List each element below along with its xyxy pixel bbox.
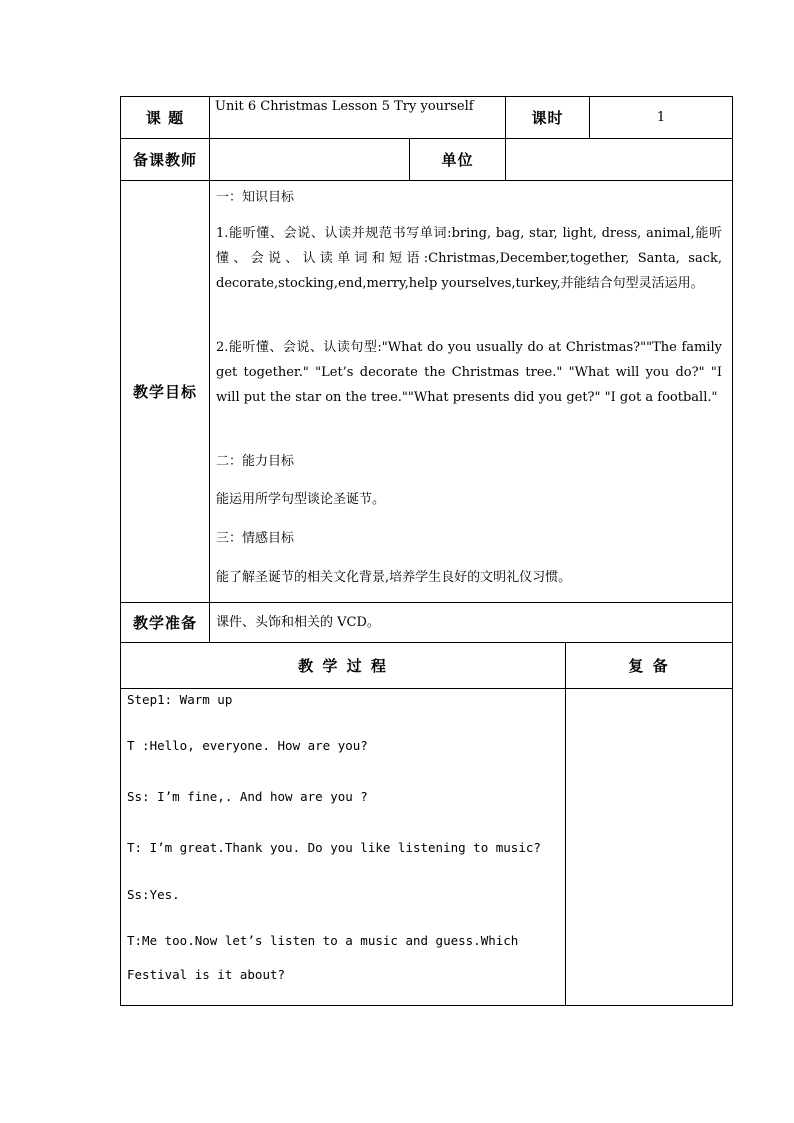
objectives-label-cell [120,180,210,603]
preparation-label: 教学准备 [132,614,197,632]
objectives-section2-title: 二：能力目标 [216,454,295,469]
unit-label: 单位 [441,151,474,169]
review-label: 复 备 [628,657,670,675]
objectives-label: 教学目标 [132,383,197,401]
process-line: Festival is it about? [127,967,286,982]
topic-label: 课 题 [145,109,185,127]
review-label-cell [565,642,733,689]
process-line: T:Me too.Now let’s listen to a music and guess.Which [127,933,519,948]
topic-value-cell [209,96,506,139]
topic-label-cell [120,96,210,139]
teacher-label-cell [120,138,210,181]
period-label: 课时 [531,109,564,127]
review-body-cell [565,688,733,1006]
preparation-value-cell [209,602,733,643]
period-label-cell [505,96,590,139]
process-line: Step1: Warm up [127,692,233,707]
objectives-section1-title: 一：知识目标 [216,190,295,205]
period-value-cell [589,96,733,139]
unit-value-cell [505,138,733,181]
teacher-value-cell [209,138,410,181]
preparation-label-cell [120,602,210,643]
objectives-section3-title: 三：情感目标 [216,531,295,546]
objectives-section1-p2: 2.能听懂、会说、认读句型:"What do you usually do at Christmas?""The family get together." "Let’s decorate the Christmas tree." "What will you do?" "I will put the star on the tree.""What presents did you get?" "I got a football." [216,340,722,405]
objectives-section2-p: 能运用所学句型谈论圣诞节。 [216,492,386,507]
process-line: Ss:Yes. [127,887,180,902]
process-line: T :Hello, everyone. How are you? [127,738,368,753]
process-label: 教 学 过 程 [298,657,388,675]
objectives-content-cell [209,180,733,603]
objectives-section3-p: 能了解圣诞节的相关文化背景,培养学生良好的文明礼仪习惯。 [216,570,572,585]
process-label-cell [120,642,566,689]
period-value: 1 [656,110,666,125]
teacher-label: 备课教师 [132,151,197,169]
process-body-cell [120,688,566,1006]
preparation-value: 课件、头饰和相关的 VCD。 [216,615,380,630]
process-line: Ss: I’m fine,. And how are you ? [127,789,368,804]
unit-label-cell [409,138,506,181]
objectives-section1-p1: 1.能听懂、会说、认读并规范书写单词:bring, bag, star, light, dress, animal,能听懂、会说、认读单词和短语:Christmas,December,together, Santa, sack, decorate,stocking,end,merry,help yourselves,turkey,并能结合句型灵活运用。 [216,226,722,291]
topic-value: Unit 6 Christmas Lesson 5 Try yourself [215,99,474,114]
process-line: T: I’m great.Thank you. Do you like listening to music? [127,840,541,855]
